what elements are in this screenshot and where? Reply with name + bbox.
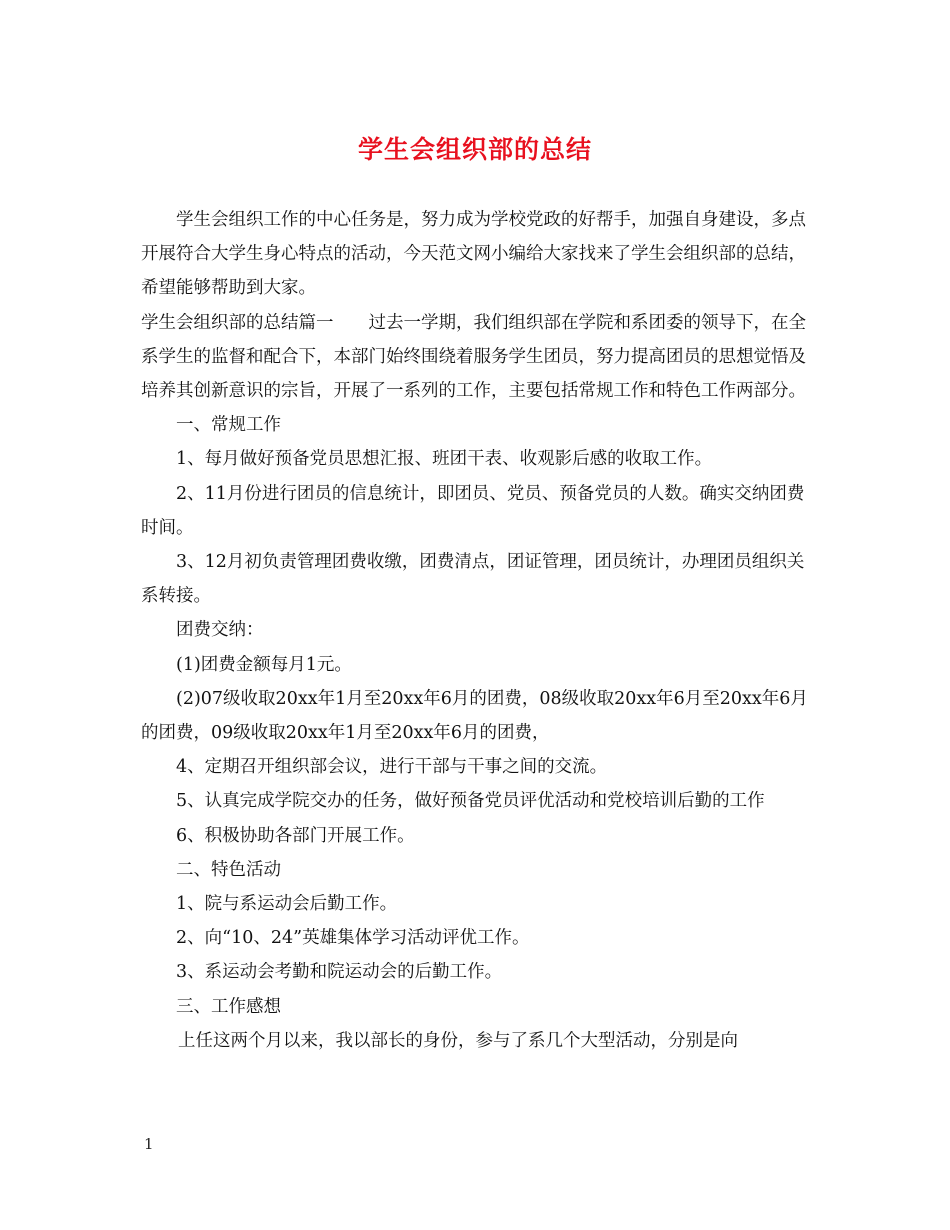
list-item: (1)团费金额每月1元。 bbox=[176, 654, 352, 675]
list-item: 1、院与系运动会后勤工作。 bbox=[176, 894, 398, 915]
list-item: 2、向“10、24”英雄集体学习活动评优工作。 bbox=[176, 928, 530, 949]
list-item: 6、积极协助各部门开展工作。 bbox=[176, 825, 415, 846]
paragraph: 学生会组织部的总结篇一 过去一学期，我们组织部在学院和系团委的领导下，在全系学生的监督和配合下，本部门始终围绕着服务学生团员，努力提高团员的思想觉悟及培养其创新意识的宗旨，开展了一系列的工作，主要包括常规工作和特色工作两部分。 bbox=[141, 312, 806, 402]
paragraph: 上任这两个月以来，我以部长的身份，参与了系几个大型活动，分别是向 bbox=[178, 1030, 738, 1051]
paragraph: 团费交纳： bbox=[176, 620, 264, 641]
list-item: 3、系运动会考勤和院运动会的后勤工作。 bbox=[176, 962, 503, 983]
section-heading: 一、常规工作 bbox=[176, 415, 281, 436]
list-item: 3、12月初负责管理团费收缴，团费清点，团证管理，团员统计，办理团员组织关系转接。 bbox=[141, 552, 805, 607]
list-item: 1、每月做好预备党员思想汇报、班团干表、收观影后感的收取工作。 bbox=[176, 449, 713, 470]
document-body bbox=[141, 203, 813, 1058]
list-item: 2、11月份进行团员的信息统计，即团员、党员、预备党员的人数。确实交纳团费时间。 bbox=[141, 483, 805, 538]
list-item: (2)07级收取20xx年1月至20xx年6月的团费，08级收取20xx年6月至20xx年6月的团费，09级收取20xx年1月至20xx年6月的团费， bbox=[141, 688, 808, 744]
list-item: 4、定期召开组织部会议，进行干部与干事之间的交流。 bbox=[176, 757, 608, 778]
paragraph: 学生会组织工作的中心任务是，努力成为学校党政的好帮手，加强自身建设，多点开展符合大学生身心特点的活动，今天范文网小编给大家找来了学生会组织部的总结，希望能够帮助到大家。 bbox=[141, 210, 806, 299]
document-title: 学生会组织部的总结 bbox=[357, 135, 592, 164]
section-heading: 二、特色活动 bbox=[176, 859, 281, 880]
list-item: 5、认真完成学院交办的任务，做好预备党员评优活动和党校培训后勤的工作 bbox=[176, 791, 765, 812]
page-number: 1 bbox=[144, 1135, 154, 1153]
section-heading: 三、工作感想 bbox=[176, 996, 281, 1017]
